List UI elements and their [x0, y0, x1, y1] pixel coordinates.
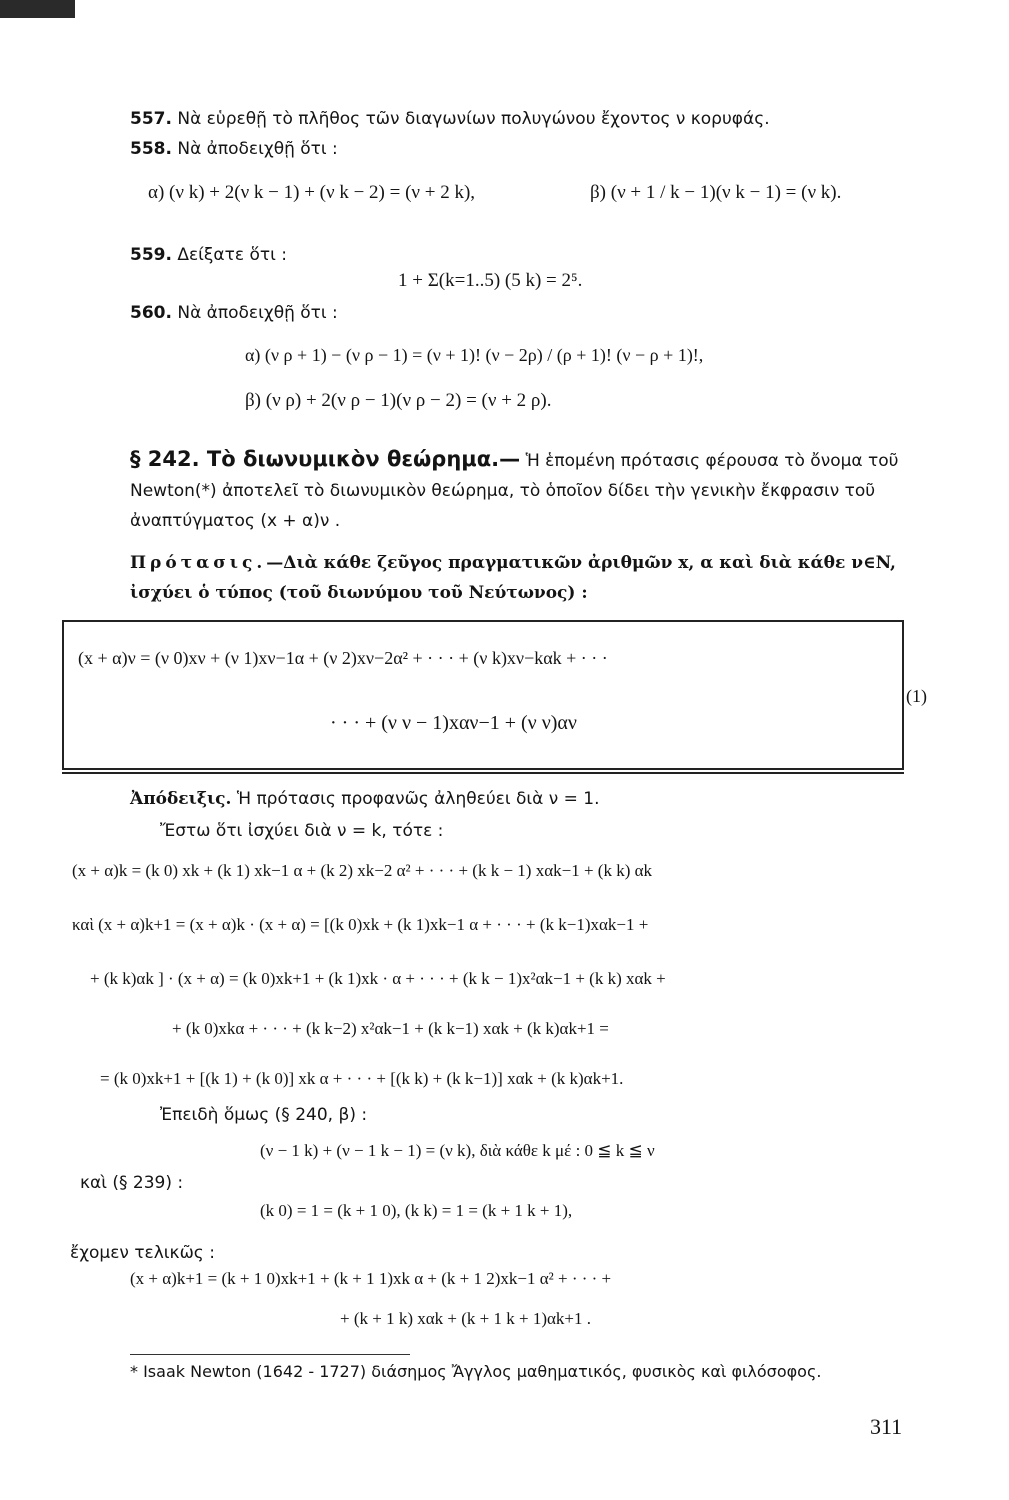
box-underline — [62, 772, 904, 774]
proof-step-and: καὶ (§ 239) : — [80, 1173, 184, 1193]
proposition-text: —Διὰ κάθε ζεῦγος πραγματικῶν ἀριθμῶν x, α καὶ διὰ κάθε ν∈N, ἰσχύει ὁ τύπος (τοῦ διωνύμου τοῦ Νεύτωνος) : — [130, 553, 896, 603]
proof-step-assume: Ἔστω ὅτι ἰσχύει διὰ ν = k, τότε : — [160, 821, 444, 841]
theorem-line-1: (x + α)ν = (ν 0)xν + (ν 1)xν−1α + (ν 2)xν−2α² + · · · + (ν k)xν−kαk + · · · — [78, 648, 608, 668]
proof-step-since: Ἐπειδὴ ὅμως (§ 240, β) : — [160, 1105, 368, 1125]
proof-step-finally: ἔχομεν τελικῶς : — [70, 1243, 215, 1263]
section-intro: Ἡ ἑπομένη πρότασις φέρουσα τὸ ὄνομα τοῦ Newton(*) ἀποτελεῖ τὸ διωνυμικὸν θεώρημα, τὸ ὁποῖον δίδει τὴν γενικὴν ἔκφρασιν τοῦ ἀναπτύγματος (x + α)ν . — [130, 451, 899, 531]
footnote: * Isaak Newton (1642 - 1727) διάσημος Ἄγγλος μαθηματικός, φυσικὸς καὶ φιλόσοφος. — [130, 1362, 822, 1381]
exercise-558-b: β) (ν + 1 / k − 1)(ν k − 1) = (ν k). — [590, 182, 842, 203]
exercise-557: 557. Νὰ εὑρεθῇ τὸ πλῆθος τῶν διαγωνίων πολυγώνου ἔχοντος ν κορυφάς. — [130, 109, 770, 129]
theorem-line-2: · · · + (ν ν − 1)xαν−1 + (ν ν)αν — [330, 712, 577, 734]
proof-formula-4: + (k 0)xkα + · · · + (k k−2) x²αk−1 + (k k−1) xαk + (k k)αk+1 = — [172, 1019, 609, 1038]
footnote-rule — [130, 1354, 410, 1355]
proof-formula-3: + (k k)αk ] · (x + α) = (k 0)xk+1 + (k 1)xk · α + · · · + (k k − 1)x²αk−1 + (k k) xαk + — [90, 969, 666, 988]
binomial-theorem-box — [62, 620, 904, 770]
proof-formula-9: + (k + 1 k) xαk + (k + 1 k + 1)αk+1 . — [340, 1309, 591, 1328]
proposition-label: Πρότασις. — [130, 553, 267, 573]
exercise-559: 559. Δείξατε ὅτι : — [130, 245, 287, 265]
exercise-560-a: α) (ν ρ + 1) − (ν ρ − 1) = (ν + 1)! (ν − 2ρ) / (ρ + 1)! (ν − ρ + 1)!, — [245, 345, 704, 365]
equation-number: (1) — [906, 686, 927, 706]
proposition — [130, 548, 945, 608]
page-number: 311 — [870, 1414, 903, 1439]
proof-intro: Ἀπόδειξις. Ἡ πρότασις προφανῶς ἀληθεύει διὰ ν = 1. — [130, 789, 600, 809]
exercise-560: 560. Νὰ ἀποδειχθῇ ὅτι : — [130, 303, 338, 323]
exercise-558-a: α) (ν k) + 2(ν k − 1) + (ν k − 2) = (ν + 2 k), — [148, 182, 476, 203]
proof-formula-5: = (k 0)xk+1 + [(k 1) + (k 0)] xk α + · · · + [(k k) + (k k−1)] xαk + (k k)αk+1. — [100, 1069, 624, 1088]
scan-edge-mark — [0, 0, 75, 18]
section-title: § 242. Τὸ διωνυμικὸν θεώρημα.— — [130, 447, 521, 471]
proof-formula-6: (ν − 1 k) + (ν − 1 k − 1) = (ν k), διὰ κάθε k μέ : 0 ≦ k ≦ ν — [260, 1141, 655, 1160]
section-242 — [130, 444, 945, 536]
proof-formula-7: (k 0) = 1 = (k + 1 0), (k k) = 1 = (k + 1 k + 1), — [260, 1201, 573, 1220]
proof-formula-8: (x + α)k+1 = (k + 1 0)xk+1 + (k + 1 1)xk α + (k + 1 2)xk−1 α² + · · · + — [130, 1269, 612, 1288]
proof-label: Ἀπόδειξις. — [130, 789, 232, 809]
proof-formula-2: καὶ (x + α)k+1 = (x + α)k · (x + α) = [(k 0)xk + (k 1)xk−1 α + · · · + (k k−1)xαk−1 + — [72, 915, 649, 934]
proof-formula-1: (x + α)k = (k 0) xk + (k 1) xk−1 α + (k 2) xk−2 α² + · · · + (k k − 1) xαk−1 + (k k) αk — [72, 861, 653, 880]
exercise-560-b: β) (ν ρ) + 2(ν ρ − 1)(ν ρ − 2) = (ν + 2 ρ). — [245, 390, 552, 411]
exercise-558: 558. Νὰ ἀποδειχθῇ ὅτι : — [130, 139, 338, 159]
exercise-559-formula: 1 + Σ(k=1..5) (5 k) = 2⁵. — [398, 270, 583, 291]
